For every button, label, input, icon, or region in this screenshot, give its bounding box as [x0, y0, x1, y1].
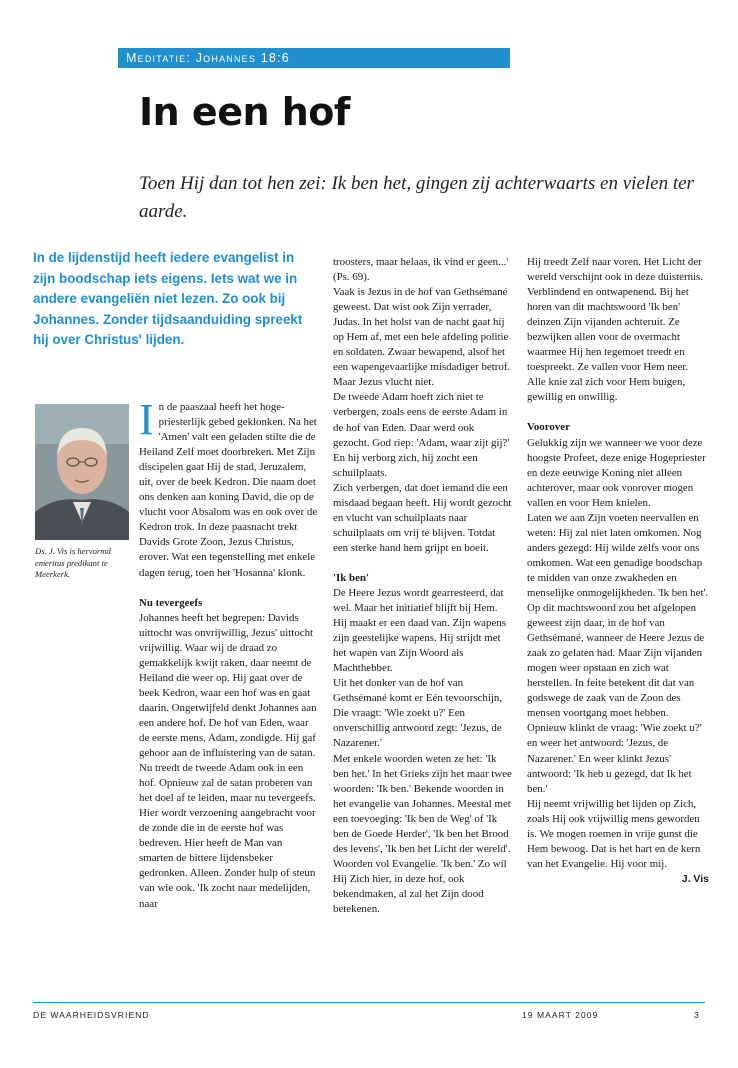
paragraph: Hij neemt vrijwillig het lijden op Zich, zoals Hij ook vrijwillig mens geworden is. We mogen roemen in vrije gunst die Hem bewoog. Dat is het hart en de kern van het Evangelie. Hij voor mij. [527, 797, 701, 870]
paragraph: Gelukkig zijn we wanneer we voor deze hoogste Profeet, deze enige Hogepriester en deze eeuwige Koning niet alleen achterover, maar ook voorover mogen vallen en voor Hem knielen. [527, 436, 706, 509]
author-photo [35, 404, 129, 540]
paragraph: Laten we aan Zijn voeten neervallen en weten: Hij zal niet laten omkomen. Nog anders gezegd: Hij wilde zelfs voor ons omkomen. Wat een genadige boodschap te midden van onze zwakheden en menselijke onmogelijkheden. 'Ik ben het'. Op dit machtswoord zou het afgelopen geweest zijn daar, in de hof van Gethsémané, wanneer de Heere Jezus de zaak zo gelaten had. Maar Zijn vijanden mogen weer opstaan en zich wat herstellen. In feite betekent dit dat van godswege de zaak van de Zoon des mensen voortgang moet hebben. [527, 511, 709, 720]
paragraph: troosters, maar helaas, ik vind er geen...' (Ps. 69). [333, 256, 509, 284]
subheading-nu-tevergeefs: Nu tevergeefs [139, 596, 203, 609]
lead-paragraph: In de lijdenstijd heeft iedere evangelist in zijn boodschap iets eigens. Iets wat we in andere evangeliën niet lezen. Zo ook bij Johannes. Zonder tijdsaanduiding spreekt hij over Christus' lijden. [33, 250, 303, 347]
paragraph: Johannes heeft het begrepen: Davids uittocht was onvrijwillig, Jezus' uittocht vrijwillig. Waar wij de draad zo gemakkelijk kwijt raken, daar neemt de Heiland die weer op. Hij gaat over de beek Kedron, waar een hof was en gaat daarin. Ongetwijfeld denkt Johannes aan een andere hof. De hof van Eden, waar de eerste mens, Adam, zondigde. Hij gaf gehoor aan de influistering van de satan. Nu treedt de tweede Adam ook in een hof. Opnieuw zal de satan proberen van het doel af te leiden, maar nu tevergeefs. Hier wordt verzoening aangebracht voor de zonde die in de eerste hof was bedreven. Hier heeft de Man van smarten de bittere lijdensbeker gedronken. Alleen. Zonder hulp of steun van wie ook. 'Ik zocht naar medelijden, naar [139, 611, 317, 910]
paragraph: Vaak is Jezus in de hof van Gethsémané geweest. Dat wist ook Zijn verrader, Judas. In het holst van de nacht gaat hij op Hem af, met een hele afdeling politie en soldaten. Zwaar bewapend, alsof het een wapengevaarlijke misdadiger betrof. Maar Jezus vlucht niet. [333, 286, 511, 389]
paragraph: Uit het donker van de hof van Gethsémané komt er Eén tevoorschijn, Die vraagt: 'Wie zoekt u?' Een onverschillig antwoord zegt: 'Jezus, de Nazarener.' [333, 677, 503, 750]
author-portrait-image [35, 404, 129, 540]
section-banner: Meditatie: Johannes 18:6 [118, 48, 510, 68]
publication-name: DE WAARHEIDSVRIEND [33, 1010, 150, 1020]
scripture-quote: Toen Hij dan tot hen zei: Ik ben het, gingen zij achterwaarts en vielen ter aarde. [139, 173, 694, 222]
text-column-3 [527, 255, 709, 887]
paragraph: Met enkele woorden weten ze het: 'Ik ben het.' In het Grieks zijn het maar twee woorden: 'Ik ben.' Bekende woorden in het evangelie van Johannes. Meestal met een toevoeging: 'Ik ben de Weg' of 'Ik ben de Goede Herder', 'Ik ben het Brood des levens', 'Ik ben het Licht der wereld'. Woorden vol Evangelie. 'Ik ben.' Zo wil Hij Zich hier, in deze hof, ook bekendmaken, al zal het Zijn dood betekenen. [333, 752, 512, 915]
issue-date: 19 MAART 2009 [522, 1010, 599, 1020]
subheading-voorover: Voorover [527, 421, 570, 434]
drop-cap: I [139, 395, 154, 444]
article-title: In een hof [139, 90, 350, 134]
paragraph: De Heere Jezus wordt gearresteerd, dat wel. Maar het initiatief blijft bij Hem. Hij maakt er een daad van. Zijn wapens zijn geestelijke wapens. Hij strijdt met het wapen van Zijn Woord als Machthebber. [333, 586, 506, 675]
paragraph: Zich verbergen, dat doet iemand die een misdaad begaan heeft. Hij wordt gezocht en vlucht van schuilplaats naar schuilplaats om vrij te blijven. Totdat een sterke hand hem grijpt en boeit. [333, 481, 512, 554]
author-signature: J. Vis [681, 872, 709, 885]
subheading-ik-ben: 'Ik ben' [333, 571, 370, 584]
opening-paragraph: In de paaszaal heeft het hogepriesterlijk gebed geklonken. Na het 'Amen' valt een geladen stilte die de Heiland Zelf moet doorbreken. Met Zijn discipelen gaat Hij de stad, Jeruzalem, uit, over de beek Kedron. Die naam doet ons denken aan koning David, die op de vlucht voor Absalom was en ook over de Kedron trok. In deze paasnacht trekt Davids Grote Zoon, Jezus Christus, erover. Wat een tegenstelling met enkele dagen terug, toen het 'Hosanna' klonk. [139, 395, 318, 579]
paragraph: Hij treedt Zelf naar voren. Het Licht der wereld verschijnt ook in deze duisternis. Verblindend en ontwapenend. Bij het horen van dit machtswoord 'Ik ben' deinzen Zijn vijanden achteruit. Ze bezwijken allen voor de overmacht waarmee Hij hen tegemoet treedt en toespreekt. Ze vallen voor Hem neer. Alle knie zal zich voor Hem buigen, gewillig en onwillig. [527, 256, 704, 404]
text-column-2 [333, 255, 513, 917]
page-number: 3 [694, 1010, 700, 1020]
text-column-1 [139, 395, 319, 912]
footer-divider [33, 1002, 705, 1003]
paragraph: De tweede Adam hoeft zich niet te verbergen, zoals eens de eerste Adam in de hof van Eden. Daar werd ook gezocht. God riep: 'Adam, waar zijt gij?' En hij verborg zich, hij zocht een schuilplaats. [333, 391, 510, 479]
paragraph: Opnieuw klinkt de vraag: 'Wie zoekt u?' en weer het antwoord: 'Jezus, de Nazarener.' En weer klinkt Jezus' antwoord: 'Ik heb u gezegd, dat Ik het ben.' [527, 722, 702, 795]
photo-caption: Ds. J. Vis is hervormd emeritus predikant te Meerkerk. [35, 546, 111, 579]
